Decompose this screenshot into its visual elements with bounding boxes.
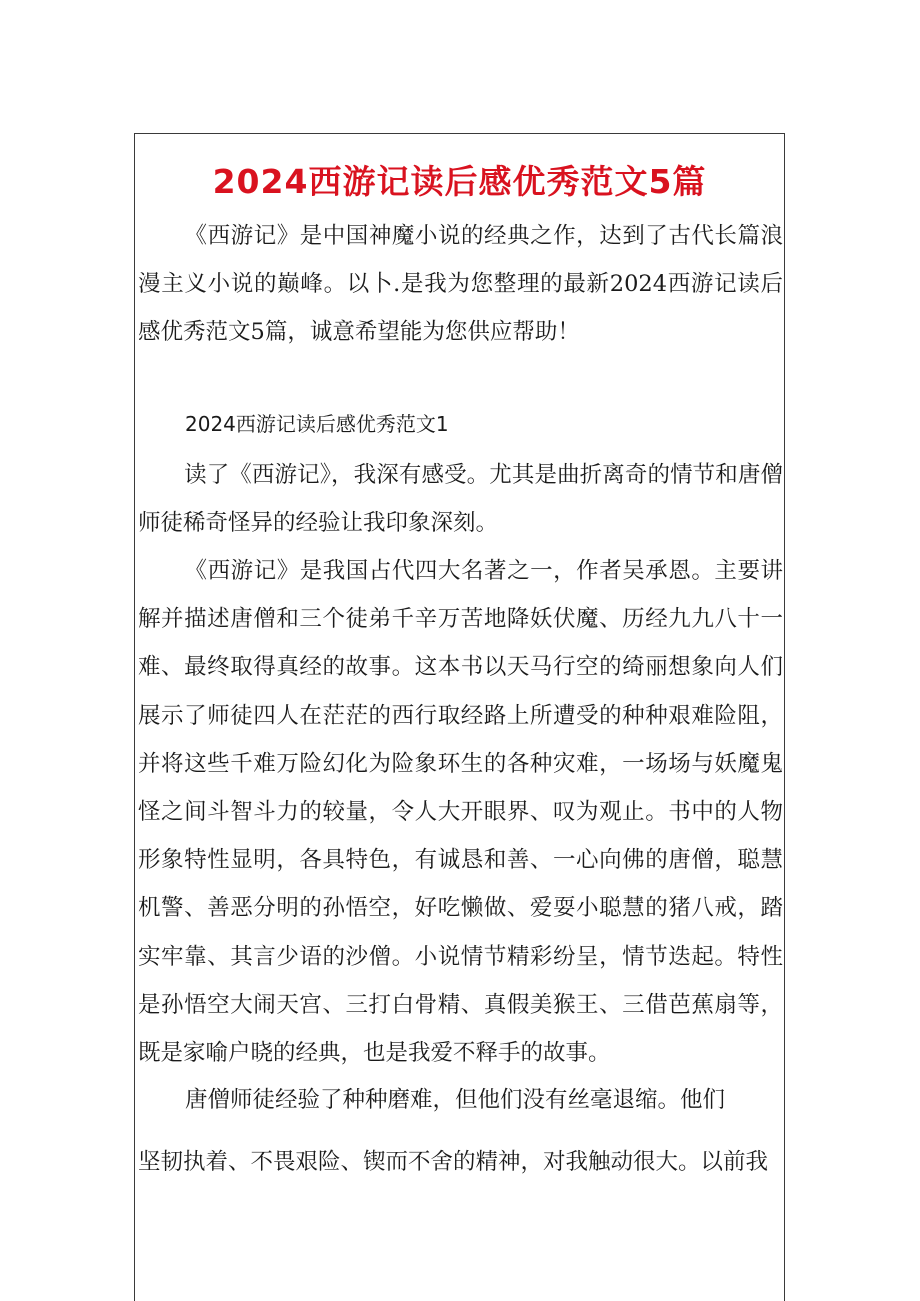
intro-paragraph [138, 212, 783, 357]
paragraph-1-text: 读了《西游记》，我深有感受。尤其是曲折离奇的情节和唐僧师徒稀奇怪异的经验让我印象深刻。 [138, 462, 783, 537]
intro-text: 《西游记》是中国神魔小说的经典之作，达到了古代长篇浪漫主义小说的巅峰。以卜.是我为您整理的最新2024西游记读后感优秀范文5篇，诚意希望能为您供应帮助！ [138, 223, 783, 346]
paragraph-1 [138, 451, 783, 547]
section-heading: 2024西游记读后感优秀范文1 [185, 412, 449, 436]
document-title: 2024西游记读后感优秀范文5篇 [212, 162, 707, 202]
paragraph-2-text: 《西游记》是我国占代四大名著之一，作者吴承恩。主要讲解并描述唐僧和三个徒弟千辛万苦地降妖伏魔、历经九九八十一难、最终取得真经的故事。这本书以天马行空的绮丽想象向人们展示了师徒四人在茫茫的西行取经路上所遭受的种种艰难险阻，并将这些千难万险幻化为险象环生的各种灾难，一场场与妖魔鬼怪之间斗智斗力的较量，令人大开眼界、叹为观止。书中的人物形象特性显明，各具特色，有诚恳和善、一心向佛的唐僧，聪慧机警、善恶分明的孙悟空，好吃懒做、爱耍小聪慧的猪八戒，踏实牢靠、其言少语的沙僧。小说情节精彩纷呈，情节迭起。特性是孙悟空大闹天宫、三打白骨精、真假美猴王、三借芭蕉扇等，既是家喻户晓的经典，也是我爱不释手的故事。 [138, 558, 783, 1067]
paragraph-3-line-1: 唐僧师徒经验了种种磨难，但他们没有丝毫退缩。他们 [185, 1087, 726, 1113]
paragraph-3-line-2: 坚韧执着、不畏艰险、锲而不舍的精神，对我触动很大。以前我 [138, 1149, 769, 1175]
paragraph-2 [138, 547, 783, 1077]
